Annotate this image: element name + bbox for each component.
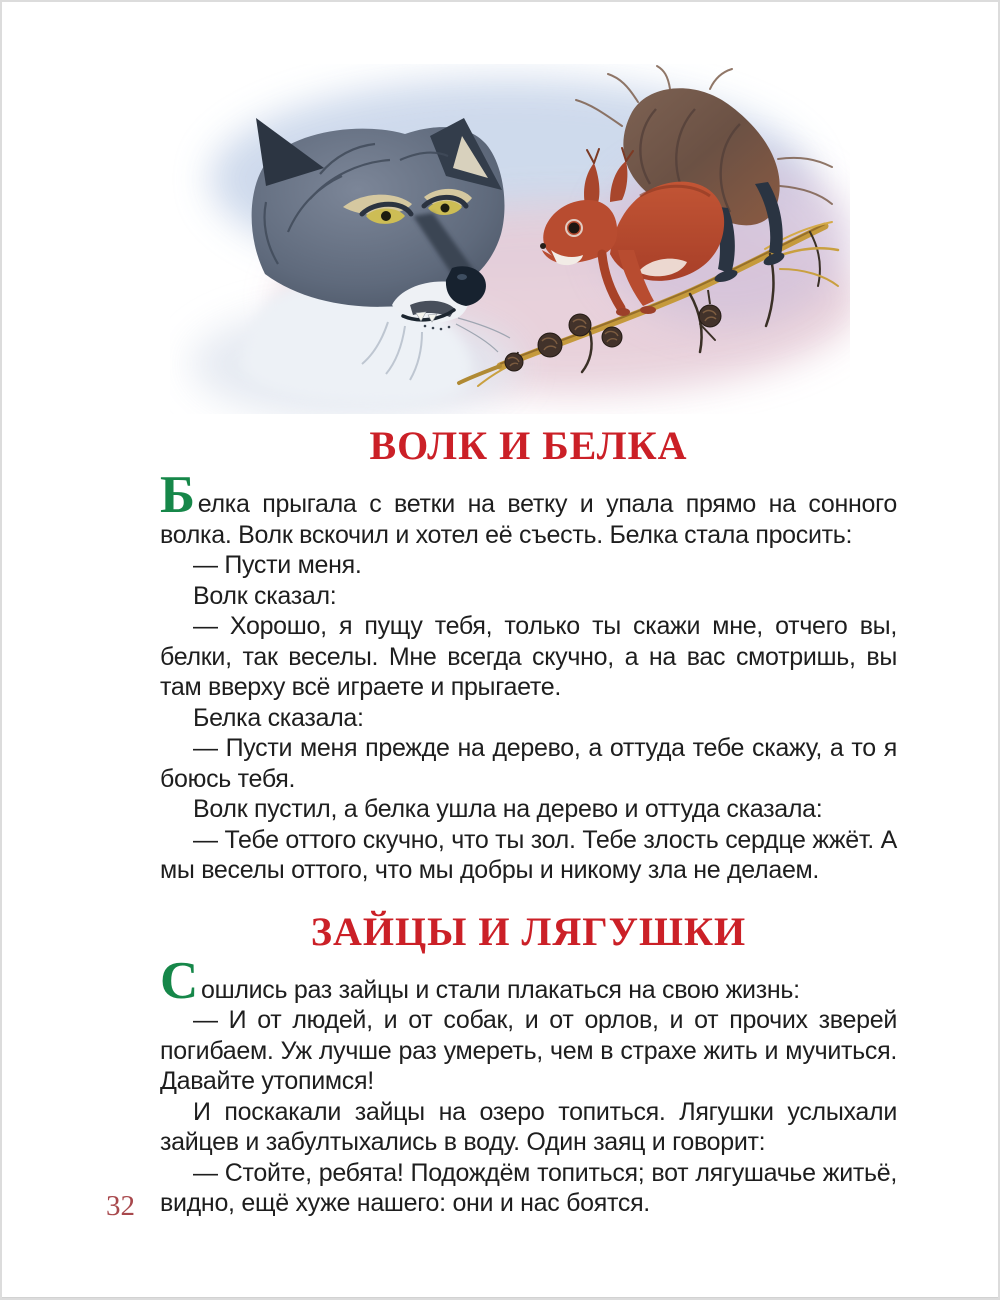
squirrel-eye (569, 223, 580, 234)
story-paragraph (160, 951, 897, 1010)
story-paragraph: — Пусти меня. (193, 551, 362, 579)
story-title-zaycy-i-lyagushki: ЗАЙЦЫ И ЛЯГУШКИ (310, 908, 747, 954)
drop-cap: Б (160, 466, 195, 524)
story-paragraph: Белка сказала: (193, 703, 364, 732)
story-paragraph: Волк сказал: (193, 581, 337, 610)
paragraph-text: ошлись раз зайцы и стали плакаться на свою жизнь: (200, 975, 800, 1004)
text-column (160, 424, 897, 1219)
book-illustration (170, 64, 850, 414)
story-title-volk-i-belka: ВОЛК И БЕЛКА (369, 423, 688, 468)
story-paragraph: — И от людей, и от собак, и от орлов, и от прочих зверей погибаем. Уж лучше раз умереть, чем в страхе жить и мучиться. Давайте утопимся! (160, 1006, 897, 1095)
pine-cone (538, 333, 562, 357)
page-number: 32 (106, 1190, 135, 1222)
story-paragraph: — Стойте, ребята! Подождём топиться; вот лягушачье житьё, видно, ещё хуже нашего: они и нас боятся. (160, 1158, 897, 1217)
squirrel-nose (540, 243, 546, 249)
story-paragraph: — Пусти меня прежде на дерево, а оттуда тебе скажу, а то я боюсь тебя. (160, 734, 897, 793)
pine-cone (569, 314, 591, 336)
paragraph-text: елка прыгала с ветки на ветку и упала прямо на сонного волка. Волк вскочил и хотел её съесть. Белка стала просить: (160, 490, 897, 549)
drop-cap: С (160, 951, 198, 1010)
wolf-nose-highlight (457, 274, 467, 280)
wolf-head-illustration (240, 118, 510, 404)
story-paragraph: Волк пустил, а белка ушла на дерево и оттуда сказала: (193, 795, 823, 823)
story-paragraph: И поскакали зайцы на озеро топиться. Лягушки услыхали зайцев и забултыхались в воду. Один заяц и говорит: (160, 1097, 897, 1156)
story-paragraph: — Тебе оттого скучно, что ты зол. Тебе злость сердце жжёт. А мы веселы оттого, что мы добры и никому зла не делаем. (160, 825, 897, 884)
pine-cone (602, 327, 622, 347)
story-paragraph (160, 466, 897, 550)
story-paragraph: — Хорошо, я пущу тебя, только ты скажи мне, отчего вы, белки, так веселы. Мне всегда скучно, а на вас смотришь, вы там вверху всё играете и прыгаете. (160, 612, 897, 701)
